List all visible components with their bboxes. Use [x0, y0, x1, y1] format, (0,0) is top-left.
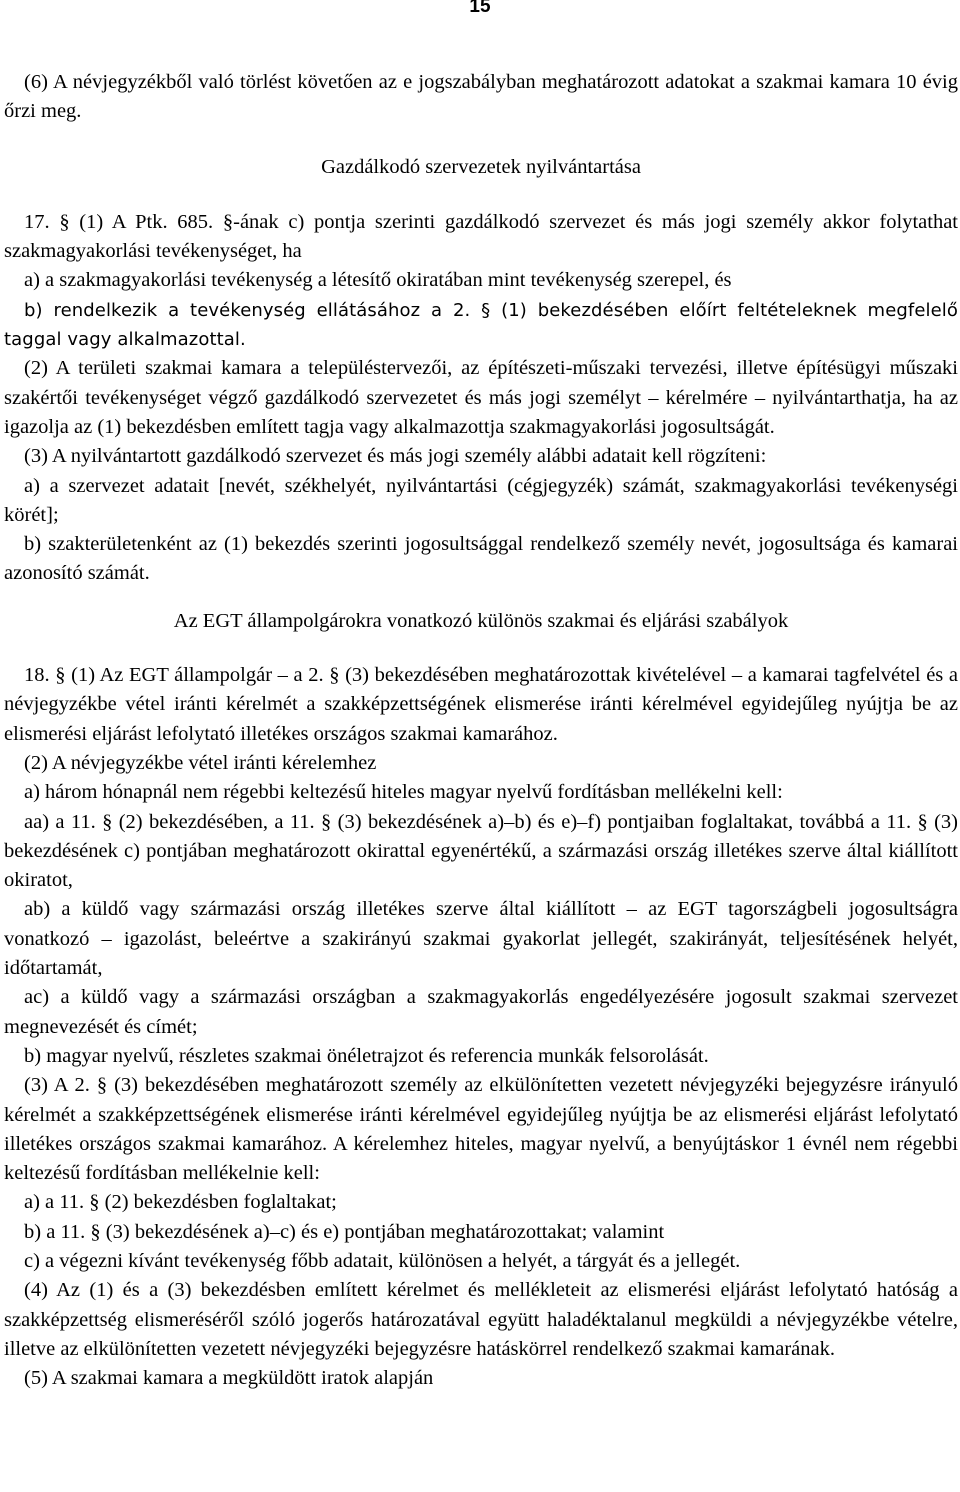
section-18-2-point-aa: aa) a 11. § (2) bekezdésében, a 11. § (3) bekezdésének a)–b) és e)–f) pontjaiban foglaltakat, továbbá a 11. § (3) bekezdésének c) pontjában meghatározott okirattal egyenértékű, a származási ország illetékes szerve által kiállított okiratot,	[4, 810, 958, 892]
section-18-2-point-b: b) magyar nyelvű, részletes szakmai önéletrajzot és referencia munkák felsorolását.	[24, 1044, 709, 1067]
section-18-3-point-a: a) a 11. § (2) bekezdésben foglaltakat;	[24, 1191, 337, 1214]
section-18-2-point-ac: ac) a küldő vagy a származási országban a szakmagyakorlás engedélyezésére jogosult szakmai szervezet megnevezését és címét;	[4, 986, 958, 1038]
section-18-2-point-ab: ab) a küldő vagy származási ország illetékes szerve által kiállított – az EGT tagországbeli jogosultságra vonatkozó – igazolást, beleértve a szakirányú szakmai gyakorlat jellegét, szakirányát, teljesítésének helyét, időtartamát,	[4, 898, 958, 980]
section-heading-egt: Az EGT állampolgárokra vonatkozó különös szakmai és eljárási szabályok	[173, 609, 789, 632]
section-17-paragraph-2: (2) A területi szakmai kamara a településtervezői, az építészeti-műszaki tervezési, illetve építésügyi műszaki szakértői tevékenységet végző gazdálkodó szervezetet és más jogi személyt – kérelmére – nyilvántarthatja, ha az igazolja az (1) bekezdésben említett tagja vagy alkalmazottja szakmagyakorlási jogosultságát.	[4, 357, 958, 438]
section-18-2-point-a: a) három hónapnál nem régebbi keltezésű hiteles magyar nyelvű fordításban mellékelni kell:	[24, 781, 783, 804]
section-17-paragraph-1: 17. § (1) A Ptk. 685. §-ának c) pontja szerinti gazdálkodó szervezet és más jogi személy akkor folytathat szakmagyakorlási tevékenységet, ha	[4, 210, 958, 263]
section-18-3-point-b: b) a 11. § (3) bekezdésének a)–c) és e) pontjában meghatározottakat; valamint	[24, 1220, 665, 1243]
section-18-paragraph-3: (3) A 2. § (3) bekezdésében meghatározott személy az elkülönítetten vezetett névjegyzéki bejegyzésre irányuló kérelmét a szakképzettségének elismerése iránti kérelmével egyidejűleg nyújtja be az elismerési eljárást lefolytató illetékes országos szakmai kamarához. A kérelemhez hiteles, magyar nyelvű, a benyújtáskor 1 évnél nem régebbi keltezésű fordításban mellékelnie kell:	[4, 1074, 958, 1185]
section-18-paragraph-5: (5) A szakmai kamara a megküldött iratok alapján	[24, 1367, 434, 1390]
section-17-point-b: b) rendelkezik a tevékenység ellátásához a 2. § (1) bekezdésében előírt feltételeknek megfelelő taggal vagy alkalmazottal.	[4, 299, 958, 351]
section-18-paragraph-2: (2) A névjegyzékbe vétel iránti kérelemhez	[24, 751, 377, 774]
section-17-3-point-a: a) a szervezet adatait [nevét, székhelyét, nyilvántartási (cégjegyzék) számát, szakmagyakorlási tevékenységi körét];	[4, 474, 958, 526]
document-body	[4, 68, 958, 1393]
section-heading-organizations: Gazdálkodó szervezetek nyilvántartása	[321, 155, 641, 178]
section-17-point-a: a) a szakmagyakorlási tevékenység a létesítő okiratában mint tevékenység szerepel, és	[24, 269, 732, 292]
section-17-3-point-b: b) szakterületenként az (1) bekezdés szerinti jogosultsággal rendelkező személy nevét, jogosultsága és kamarai azonosító számát.	[4, 533, 958, 585]
paragraph-6: (6) A névjegyzékből való törlést követően az e jogszabályban meghatározott adatokat a szakmai kamara 10 évig őrzi meg.	[4, 71, 958, 123]
section-17-paragraph-3: (3) A nyilvántartott gazdálkodó szervezet és más jogi személy alábbi adatait kell rögzíteni:	[24, 445, 767, 468]
page-number: 15	[469, 0, 491, 17]
section-18-paragraph-1: 18. § (1) Az EGT állampolgár – a 2. § (3) bekezdésében meghatározottak kivételével – a kamarai tagfelvétel és a névjegyzékbe vétel iránti kérelmét a szakképzettségének elismerése iránti kérelmével egyidejűleg nyújtja be az elismerési eljárást lefolytató illetékes országos szakmai kamarához.	[4, 664, 958, 745]
section-18-paragraph-4: (4) Az (1) és a (3) bekezdésben említett kérelmet és mellékleteit az elismerési eljárást lefolytató hatóság a szakképzettség elismeréséről szóló jogerős határozatával együtt haladéktalanul megküldi a névjegyzékbe vételre, illetve az elkülönítetten vezetett névjegyzéki bejegyzésre hatáskörrel rendelkező szakmai kamarának.	[4, 1279, 958, 1360]
section-18-3-point-c: c) a végezni kívánt tevékenység főbb adatait, különösen a helyét, a tárgyát és a jellegét.	[24, 1249, 741, 1272]
